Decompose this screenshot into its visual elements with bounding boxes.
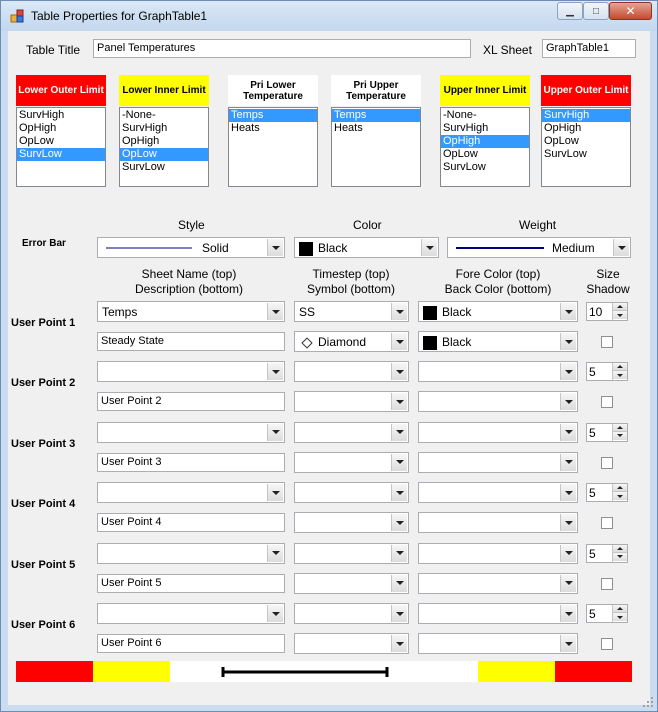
chevron-down-icon[interactable] bbox=[391, 484, 407, 501]
preview-segment bbox=[16, 661, 93, 682]
chevron-down-icon[interactable] bbox=[267, 363, 283, 380]
list-item[interactable]: -None- bbox=[443, 109, 477, 121]
user-point-label: User Point 3 bbox=[11, 437, 76, 450]
description-input[interactable]: User Point 2 bbox=[97, 392, 285, 411]
symbol-select[interactable] bbox=[294, 452, 409, 473]
list-item[interactable]: SurvHigh bbox=[542, 109, 630, 122]
chevron-down-icon[interactable] bbox=[391, 545, 407, 562]
preview-segment bbox=[93, 661, 170, 682]
back-color-select[interactable] bbox=[418, 573, 578, 594]
fore-color-select[interactable] bbox=[418, 603, 578, 624]
chevron-down-icon[interactable] bbox=[391, 424, 407, 441]
color-swatch bbox=[299, 242, 313, 256]
list-item[interactable]: OpHigh bbox=[122, 135, 160, 147]
chevron-down-icon[interactable] bbox=[560, 605, 576, 622]
color-header: Color bbox=[353, 218, 382, 232]
timestep-select[interactable] bbox=[294, 543, 409, 564]
table-title-input[interactable]: Panel Temperatures bbox=[93, 39, 471, 58]
limit-header: Pri Lower Temperature bbox=[228, 75, 318, 106]
chevron-down-icon[interactable] bbox=[560, 514, 576, 531]
chevron-down-icon[interactable] bbox=[560, 424, 576, 441]
list-item[interactable]: OpHigh bbox=[19, 122, 57, 134]
error-bar-preview-icon bbox=[221, 665, 391, 679]
description-header: Description (bottom) bbox=[134, 282, 244, 296]
chevron-down-icon[interactable] bbox=[560, 484, 576, 501]
size-header: Size bbox=[596, 267, 620, 281]
description-input[interactable]: User Point 3 bbox=[97, 453, 285, 472]
fore-color-select-value: Black bbox=[442, 305, 472, 319]
error-bar-weight-select[interactable] bbox=[447, 237, 631, 258]
close-button[interactable] bbox=[609, 2, 652, 20]
app-icon bbox=[10, 9, 24, 23]
size-value: 10 bbox=[589, 305, 603, 319]
list-item[interactable]: OpLow bbox=[120, 148, 208, 161]
fore-color-select[interactable] bbox=[418, 422, 578, 443]
back-color-select[interactable] bbox=[418, 391, 578, 412]
table-title-label: Table Title bbox=[26, 43, 81, 57]
size-spinner[interactable] bbox=[586, 604, 628, 623]
timestep-select[interactable] bbox=[294, 361, 409, 382]
chevron-down-icon[interactable] bbox=[560, 454, 576, 471]
shadow-checkbox[interactable] bbox=[601, 517, 613, 529]
size-spinner[interactable] bbox=[586, 362, 628, 381]
chevron-down-icon[interactable] bbox=[267, 424, 283, 441]
chevron-down-icon[interactable] bbox=[267, 303, 283, 320]
chevron-down-icon[interactable] bbox=[391, 333, 407, 350]
preview-segment bbox=[555, 661, 632, 682]
sheet-name-select[interactable] bbox=[97, 361, 285, 382]
sheet-name-select[interactable] bbox=[97, 301, 285, 322]
description-input[interactable]: User Point 4 bbox=[97, 513, 285, 532]
chevron-down-icon[interactable] bbox=[391, 514, 407, 531]
chevron-down-icon[interactable] bbox=[421, 239, 437, 256]
back-color-select[interactable] bbox=[418, 331, 578, 352]
limit-header: Upper Inner Limit bbox=[440, 75, 530, 106]
chevron-down-icon[interactable] bbox=[560, 303, 576, 320]
size-spinner[interactable] bbox=[586, 302, 628, 321]
xl-sheet-label: XL Sheet bbox=[483, 43, 532, 57]
spin-down-icon[interactable] bbox=[613, 553, 627, 561]
list-item[interactable]: Temps bbox=[229, 109, 317, 122]
symbol-select[interactable] bbox=[294, 633, 409, 654]
list-item[interactable]: Heats bbox=[334, 122, 363, 134]
preview-segment bbox=[478, 661, 555, 682]
spin-up-icon[interactable] bbox=[613, 303, 627, 311]
size-spinner[interactable] bbox=[586, 544, 628, 563]
timestep-select-value: SS bbox=[299, 305, 316, 319]
spin-up-icon[interactable] bbox=[613, 424, 627, 432]
chevron-down-icon[interactable] bbox=[391, 393, 407, 410]
limit-listbox[interactable] bbox=[119, 107, 209, 187]
chevron-down-icon[interactable] bbox=[613, 239, 629, 256]
list-item[interactable]: SurvHigh bbox=[122, 122, 168, 134]
maximize-button[interactable] bbox=[583, 2, 609, 20]
dialog-body bbox=[8, 31, 650, 705]
chevron-down-icon[interactable] bbox=[267, 484, 283, 501]
sheet-name-header: Sheet Name (top) bbox=[141, 267, 237, 281]
timestep-select[interactable] bbox=[294, 603, 409, 624]
limit-listbox[interactable] bbox=[16, 107, 106, 187]
list-item[interactable]: Heats bbox=[231, 122, 260, 134]
user-point-label: User Point 4 bbox=[11, 498, 76, 511]
resize-grip-icon[interactable] bbox=[642, 696, 654, 708]
size-value: 5 bbox=[589, 425, 596, 440]
spin-up-icon[interactable] bbox=[613, 545, 627, 553]
line-weight-sample bbox=[456, 246, 546, 250]
symbol-select[interactable] bbox=[294, 391, 409, 412]
description-input[interactable]: User Point 6 bbox=[97, 634, 285, 653]
user-point-label: User Point 5 bbox=[11, 558, 76, 571]
sheet-name-select[interactable] bbox=[97, 543, 285, 564]
chevron-down-icon[interactable] bbox=[560, 575, 576, 592]
size-spinner[interactable] bbox=[586, 483, 628, 502]
back-color-header: Back Color (bottom) bbox=[444, 282, 552, 296]
fore-color-select[interactable] bbox=[418, 482, 578, 503]
spin-up-icon[interactable] bbox=[613, 363, 627, 371]
symbol-select[interactable] bbox=[294, 512, 409, 533]
list-item[interactable]: OpHigh bbox=[441, 135, 529, 148]
limits-preview-bar bbox=[16, 661, 632, 682]
spin-down-icon[interactable] bbox=[613, 492, 627, 500]
limit-listbox[interactable] bbox=[331, 107, 421, 187]
chevron-down-icon[interactable] bbox=[391, 454, 407, 471]
list-item[interactable]: SurvLow bbox=[443, 161, 486, 173]
chevron-down-icon[interactable] bbox=[560, 545, 576, 562]
size-value: 5 bbox=[589, 486, 596, 501]
list-item[interactable]: OpLow bbox=[544, 135, 579, 147]
error-bar-color-select[interactable] bbox=[294, 237, 439, 258]
color-swatch bbox=[423, 306, 437, 320]
limit-header: Lower Inner Limit bbox=[119, 75, 209, 106]
chevron-down-icon[interactable] bbox=[560, 333, 576, 350]
symbol-header: Symbol (bottom) bbox=[306, 282, 396, 296]
list-item[interactable]: -None- bbox=[122, 109, 156, 121]
chevron-down-icon[interactable] bbox=[391, 575, 407, 592]
chevron-down-icon[interactable] bbox=[267, 545, 283, 562]
limit-header: Upper Outer Limit bbox=[541, 75, 631, 106]
style-header: Style bbox=[178, 218, 205, 232]
list-item[interactable]: SurvLow bbox=[122, 161, 165, 173]
spin-up-icon[interactable] bbox=[613, 484, 627, 492]
list-item[interactable]: SurvHigh bbox=[19, 109, 65, 121]
list-item[interactable]: OpLow bbox=[19, 135, 54, 147]
sheet-name-select[interactable] bbox=[97, 603, 285, 624]
close-icon: ✕ bbox=[625, 4, 636, 18]
weight-header: Weight bbox=[519, 218, 557, 232]
spin-up-icon[interactable] bbox=[613, 605, 627, 613]
symbol-select-value: Diamond bbox=[318, 335, 367, 349]
list-item[interactable]: SurvLow bbox=[17, 148, 105, 161]
error-bar-label: Error Bar bbox=[22, 238, 66, 249]
spin-down-icon[interactable] bbox=[613, 311, 627, 319]
limit-listbox[interactable] bbox=[440, 107, 530, 187]
color-swatch bbox=[423, 336, 437, 350]
minimize-icon: ▁ bbox=[566, 5, 574, 17]
sheet-name-select[interactable] bbox=[97, 422, 285, 443]
fore-color-select[interactable] bbox=[418, 543, 578, 564]
list-item[interactable]: OpHigh bbox=[544, 122, 582, 134]
size-spinner[interactable] bbox=[586, 423, 628, 442]
symbol-select[interactable] bbox=[294, 331, 409, 352]
limit-listbox[interactable] bbox=[541, 107, 631, 187]
timestep-select[interactable] bbox=[294, 482, 409, 503]
chevron-down-icon[interactable] bbox=[391, 635, 407, 652]
timestep-select[interactable] bbox=[294, 422, 409, 443]
back-color-select[interactable] bbox=[418, 633, 578, 654]
title-bar[interactable] bbox=[1, 1, 657, 31]
spin-down-icon[interactable] bbox=[613, 371, 627, 379]
error-bar-weight-value: Medium bbox=[552, 241, 595, 255]
chevron-down-icon[interactable] bbox=[267, 605, 283, 622]
user-point-label: User Point 2 bbox=[11, 377, 76, 390]
fore-color-select[interactable] bbox=[418, 301, 578, 322]
user-point-label: User Point 6 bbox=[11, 619, 76, 631]
timestep-header: Timestep (top) bbox=[312, 267, 390, 281]
limit-listbox[interactable] bbox=[228, 107, 318, 187]
chevron-down-icon[interactable] bbox=[267, 239, 283, 256]
list-item[interactable]: SurvLow bbox=[544, 148, 587, 160]
chevron-down-icon[interactable] bbox=[391, 363, 407, 380]
list-item[interactable]: OpLow bbox=[443, 148, 478, 160]
fore-color-select[interactable] bbox=[418, 361, 578, 382]
back-color-select[interactable] bbox=[418, 452, 578, 473]
size-value: 5 bbox=[589, 546, 596, 561]
error-bar-style-select[interactable] bbox=[97, 237, 285, 258]
list-item[interactable]: Temps bbox=[332, 109, 420, 122]
shadow-checkbox[interactable] bbox=[601, 396, 613, 408]
shadow-checkbox[interactable] bbox=[601, 638, 613, 650]
chevron-down-icon[interactable] bbox=[560, 363, 576, 380]
error-bar-color-value: Black bbox=[318, 241, 348, 255]
window-title: Table Properties for GraphTable1 bbox=[31, 9, 208, 23]
description-input[interactable]: Steady State bbox=[97, 332, 285, 351]
chevron-down-icon[interactable] bbox=[560, 635, 576, 652]
diamond-icon bbox=[301, 337, 312, 348]
error-bar-style-value: Solid bbox=[202, 241, 229, 255]
user-point-label: User Point 1 bbox=[11, 317, 76, 329]
fore-color-header: Fore Color (top) bbox=[455, 267, 541, 281]
spin-down-icon[interactable] bbox=[613, 432, 627, 440]
sheet-name-select-value: Temps bbox=[102, 305, 138, 319]
shadow-checkbox[interactable] bbox=[601, 578, 613, 590]
chevron-down-icon[interactable] bbox=[560, 393, 576, 410]
description-input[interactable]: User Point 5 bbox=[97, 574, 285, 593]
chevron-down-icon[interactable] bbox=[391, 605, 407, 622]
sheet-name-select[interactable] bbox=[97, 482, 285, 503]
line-style-sample bbox=[106, 247, 194, 250]
size-value: 5 bbox=[589, 607, 596, 621]
maximize-icon: □ bbox=[592, 5, 600, 17]
back-color-select-value: Black bbox=[442, 335, 472, 349]
back-color-select[interactable] bbox=[418, 512, 578, 533]
limit-header: Lower Outer Limit bbox=[16, 75, 106, 106]
symbol-select[interactable] bbox=[294, 573, 409, 594]
list-item[interactable]: SurvHigh bbox=[443, 122, 489, 134]
shadow-checkbox[interactable] bbox=[601, 457, 613, 469]
limit-header: Pri Upper Temperature bbox=[331, 75, 421, 106]
chevron-down-icon[interactable] bbox=[391, 303, 407, 320]
xl-sheet-input[interactable]: GraphTable1 bbox=[542, 39, 636, 58]
shadow-checkbox[interactable] bbox=[601, 336, 613, 348]
shadow-header: Shadow bbox=[586, 282, 630, 296]
timestep-select[interactable] bbox=[294, 301, 409, 322]
spin-down-icon[interactable] bbox=[613, 613, 627, 621]
minimize-button[interactable] bbox=[557, 2, 583, 20]
size-value: 5 bbox=[589, 365, 596, 380]
